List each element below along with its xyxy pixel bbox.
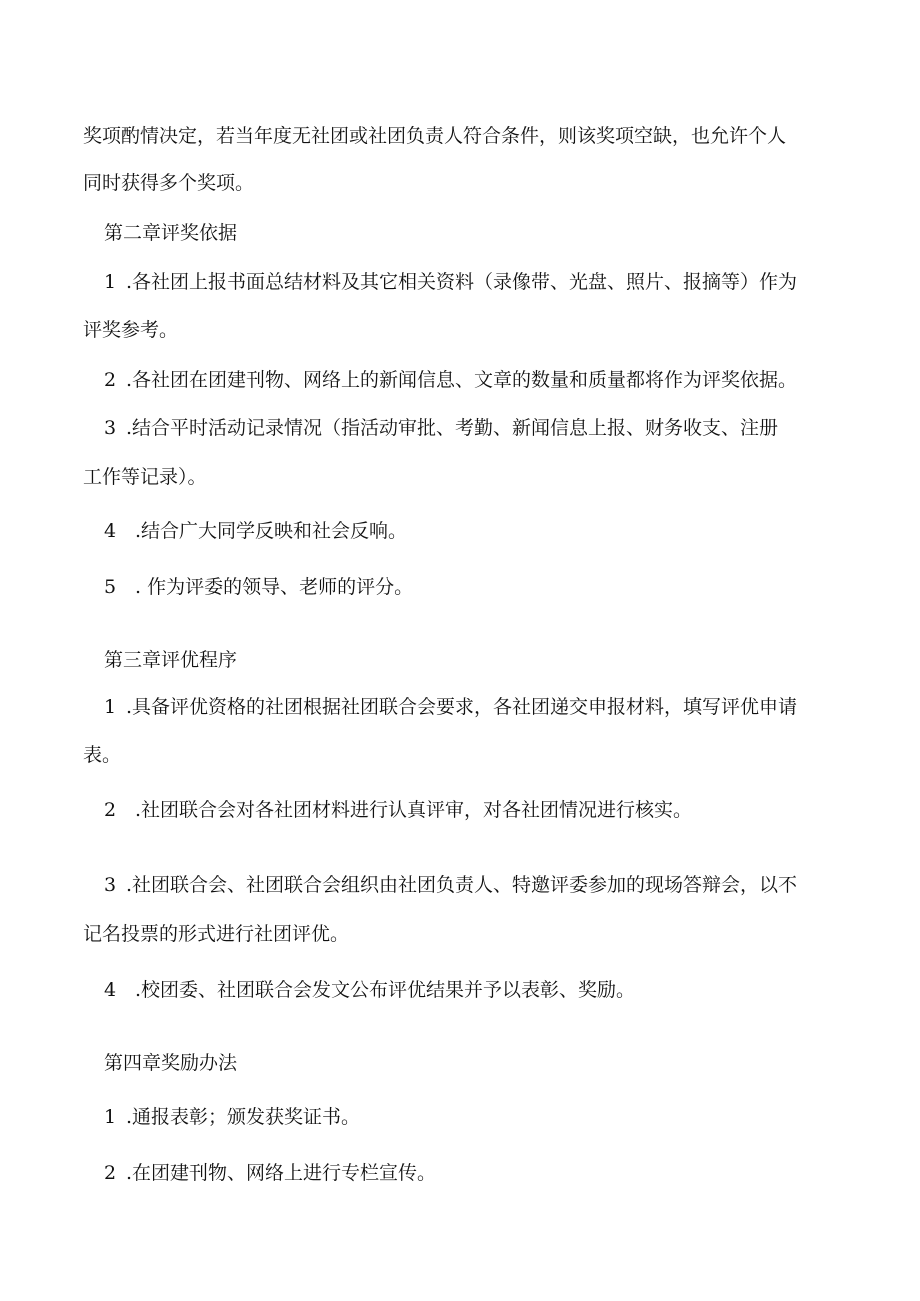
- chapter-3-item-4: [104, 978, 635, 1002]
- intro-paragraph-line-2: 同时获得多个奖项。: [83, 172, 255, 194]
- item-number: 2: [104, 369, 117, 391]
- item-number: 4: [104, 979, 117, 1001]
- chapter-2-item-1-continuation: 评奖参考。: [83, 319, 179, 341]
- item-text: .具备评优资格的社团根据社团联合会要求，各社团递交申报材料，填写评优申请: [126, 696, 798, 718]
- item-text: .通报表彰；颁发获奖证书。: [126, 1106, 361, 1128]
- item-text: .各社团在团建刊物、网络上的新闻信息、文章的数量和质量都将作为评奖依据。: [126, 369, 798, 391]
- chapter-2-item-2: [104, 368, 797, 392]
- chapter-2-item-3: [104, 416, 778, 440]
- chapter-3-item-3-continuation: 记名投票的形式进行社团评优。: [83, 923, 350, 945]
- item-number: 1: [104, 696, 117, 718]
- item-text: .在团建刊物、网络上进行专栏宣传。: [126, 1162, 437, 1184]
- chapter-4-item-1: [104, 1105, 360, 1129]
- item-number: 3: [104, 874, 117, 896]
- chapter-3-item-2: [104, 798, 692, 822]
- item-text: .社团联合会对各社团材料进行认真评审，对各社团情况进行核实。: [135, 799, 693, 821]
- item-number: 1: [104, 1106, 117, 1128]
- item-text: .社团联合会、社团联合会组织由社团负责人、特邀评委参加的现场答辩会，以不: [126, 874, 798, 896]
- item-text: .结合平时活动记录情况（指活动审批、考勤、新闻信息上报、财务收支、注册: [126, 417, 779, 439]
- item-number: 2: [104, 799, 117, 821]
- item-text: .结合广大同学反映和社会反响。: [135, 520, 408, 542]
- item-number: 1: [104, 271, 117, 293]
- chapter-3-item-1-continuation: 表。: [83, 744, 122, 766]
- item-number: 2: [104, 1162, 117, 1184]
- item-number: 5: [104, 576, 117, 598]
- chapter-2-heading: 第二章评奖依据: [104, 222, 238, 244]
- chapter-2-item-1: [104, 270, 797, 294]
- item-number: 3: [104, 417, 117, 439]
- chapter-3-item-3: [104, 873, 797, 897]
- chapter-2-item-5: [104, 575, 413, 599]
- chapter-4-item-2: [104, 1161, 436, 1185]
- chapter-2-item-4: [104, 519, 407, 543]
- chapter-4-heading: 第四章奖励办法: [104, 1052, 238, 1074]
- chapter-3-item-1: [104, 695, 797, 719]
- chapter-3-heading: 第三章评优程序: [104, 649, 238, 671]
- intro-paragraph-line-1: 奖项酌情决定，若当年度无社团或社团负责人符合条件，则该奖项空缺，也允许个人: [83, 125, 787, 147]
- item-text: . 作为评委的领导、老师的评分。: [135, 576, 414, 598]
- item-number: 4: [104, 520, 117, 542]
- item-text: .各社团上报书面总结材料及其它相关资料（录像带、光盘、照片、报摘等）作为: [126, 271, 798, 293]
- chapter-2-item-3-continuation: 工作等记录）。: [83, 466, 207, 488]
- item-text: .校团委、社团联合会发文公布评优结果并予以表彰、奖励。: [135, 979, 636, 1001]
